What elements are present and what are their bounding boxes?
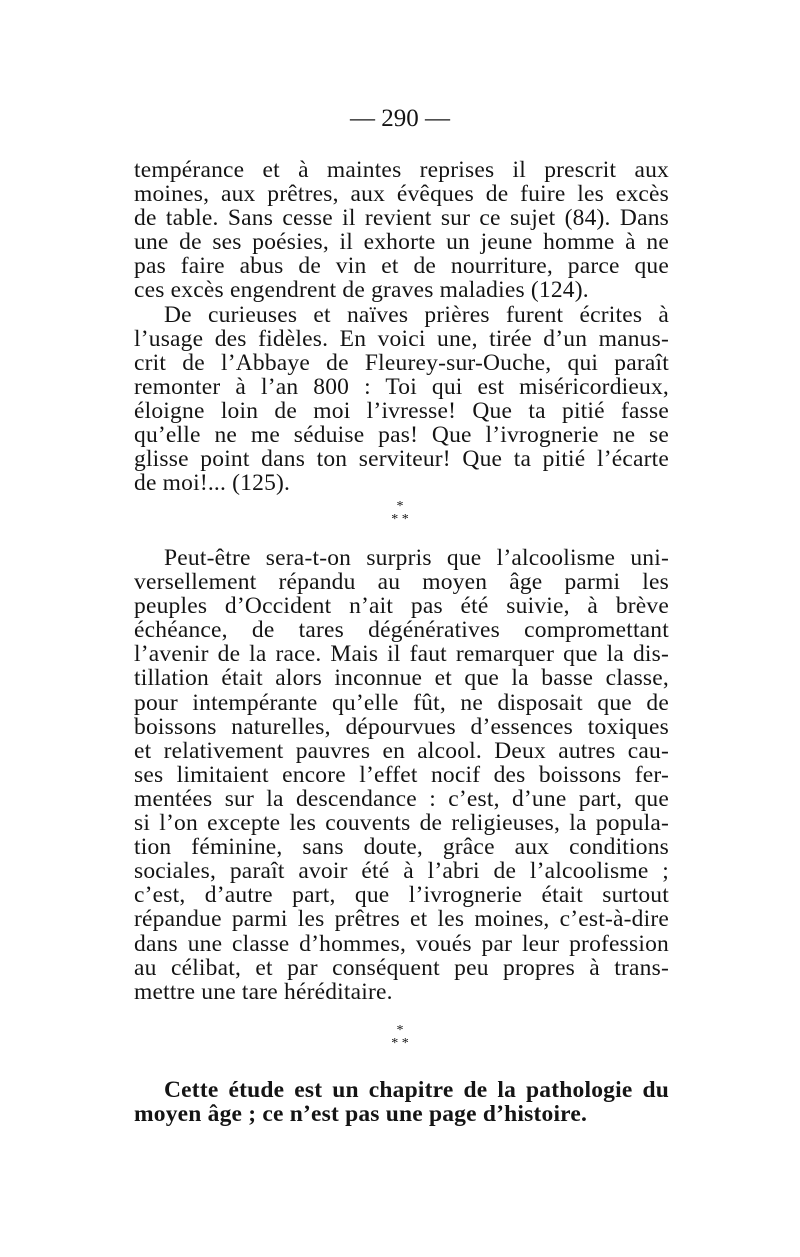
- text-line: tion féminine, sans doute, grâce aux conditions: [134, 834, 669, 861]
- asterism-separator: [0, 500, 800, 526]
- asterism-bottom: * *: [391, 512, 409, 527]
- text-line: pas faire abus de vin et de nourriture, parce que: [134, 253, 669, 280]
- text-line: moyen âge ; ce n’est pas une page d’histoire.: [134, 1101, 588, 1128]
- text-line: si l’on excepte les couvents de religieuses, la popula-: [134, 810, 669, 837]
- text-line: répandue parmi les prêtres et les moines, c’est-à-dire: [134, 906, 669, 933]
- text-line: crit de l’Abbaye de Fleurey-sur-Ouche, qui paraît: [134, 349, 669, 376]
- text-line: De curieuses et naïves prières furent écrites à: [164, 301, 669, 328]
- text-line: boissons naturelles, dépourvues d’essences toxiques: [134, 713, 669, 740]
- paragraph-conclusion: [134, 1078, 669, 1126]
- text-line: c’est, d’autre part, que l’ivrognerie était surtout: [134, 882, 669, 909]
- text-line: peuples d’Occident n’ait pas été suivie, à brève: [134, 593, 669, 620]
- text-line: ces excès engendrent de graves maladies (124).: [134, 277, 589, 304]
- text-line: remonter à l’an 800 : Toi qui est miséricordieux,: [134, 373, 669, 400]
- text-line: une de ses poésies, il exhorte un jeune homme à ne: [134, 229, 669, 256]
- text-line: ses limitaient encore l’effet nocif des boissons fer-: [134, 761, 669, 788]
- paragraph-temperance: [134, 158, 669, 495]
- asterism-top: *: [396, 499, 404, 514]
- asterism-separator: [0, 1024, 800, 1050]
- text-line: Cette étude est un chapitre de la pathologie du: [164, 1077, 669, 1103]
- text-line: qu’elle ne me séduise pas! Que l’ivrognerie ne se: [134, 422, 669, 449]
- text-line: et relativement pauvres en alcool. Deux autres cau-: [134, 737, 669, 764]
- text-line: versellement répandu au moyen âge parmi les: [134, 569, 669, 596]
- text-line: tempérance et à maintes reprises il prescrit aux: [134, 157, 669, 183]
- text-line: au célibat, et par conséquent peu propres à trans-: [134, 954, 669, 981]
- text-line: glisse point dans ton serviteur! Que ta pitié l’écarte: [134, 446, 669, 473]
- text-line: de table. Sans cesse il revient sur ce sujet (84). Dans: [134, 205, 669, 232]
- asterism-top: *: [396, 1023, 404, 1038]
- text-line: éloigne loin de moi l’ivresse! Que ta pitié fasse: [134, 397, 669, 424]
- asterism-bottom: * *: [391, 1036, 409, 1051]
- text-line: l’usage des fidèles. En voici une, tirée d’un manus-: [134, 325, 669, 352]
- text-line: sociales, paraît avoir été à l’abri de l’alcoolisme ;: [134, 858, 669, 885]
- text-line: moines, aux prêtres, aux évêques de fuire les excès: [134, 181, 669, 208]
- text-line: échéance, de tares dégénératives compromettant: [134, 617, 669, 644]
- text-line: mentées sur la descendance : c’est, d’une part, que: [134, 785, 669, 812]
- page-number: — 290 —: [350, 105, 450, 132]
- text-line: pour intempérante qu’elle fût, ne disposait que de: [134, 689, 669, 716]
- text-line: tillation était alors inconnue et que la basse classe,: [134, 665, 669, 692]
- text-line: Peut-être sera-t-on surpris que l’alcoolisme uni-: [164, 545, 669, 571]
- paragraph-alcoolisme: [134, 546, 669, 1004]
- text-line: de moi!... (125).: [134, 470, 291, 497]
- text-line: mettre une tare héréditaire.: [134, 978, 393, 1005]
- text-line: dans une classe d’hommes, voués par leur profession: [134, 930, 669, 957]
- text-line: l’avenir de la race. Mais il faut remarquer que la dis-: [134, 641, 669, 668]
